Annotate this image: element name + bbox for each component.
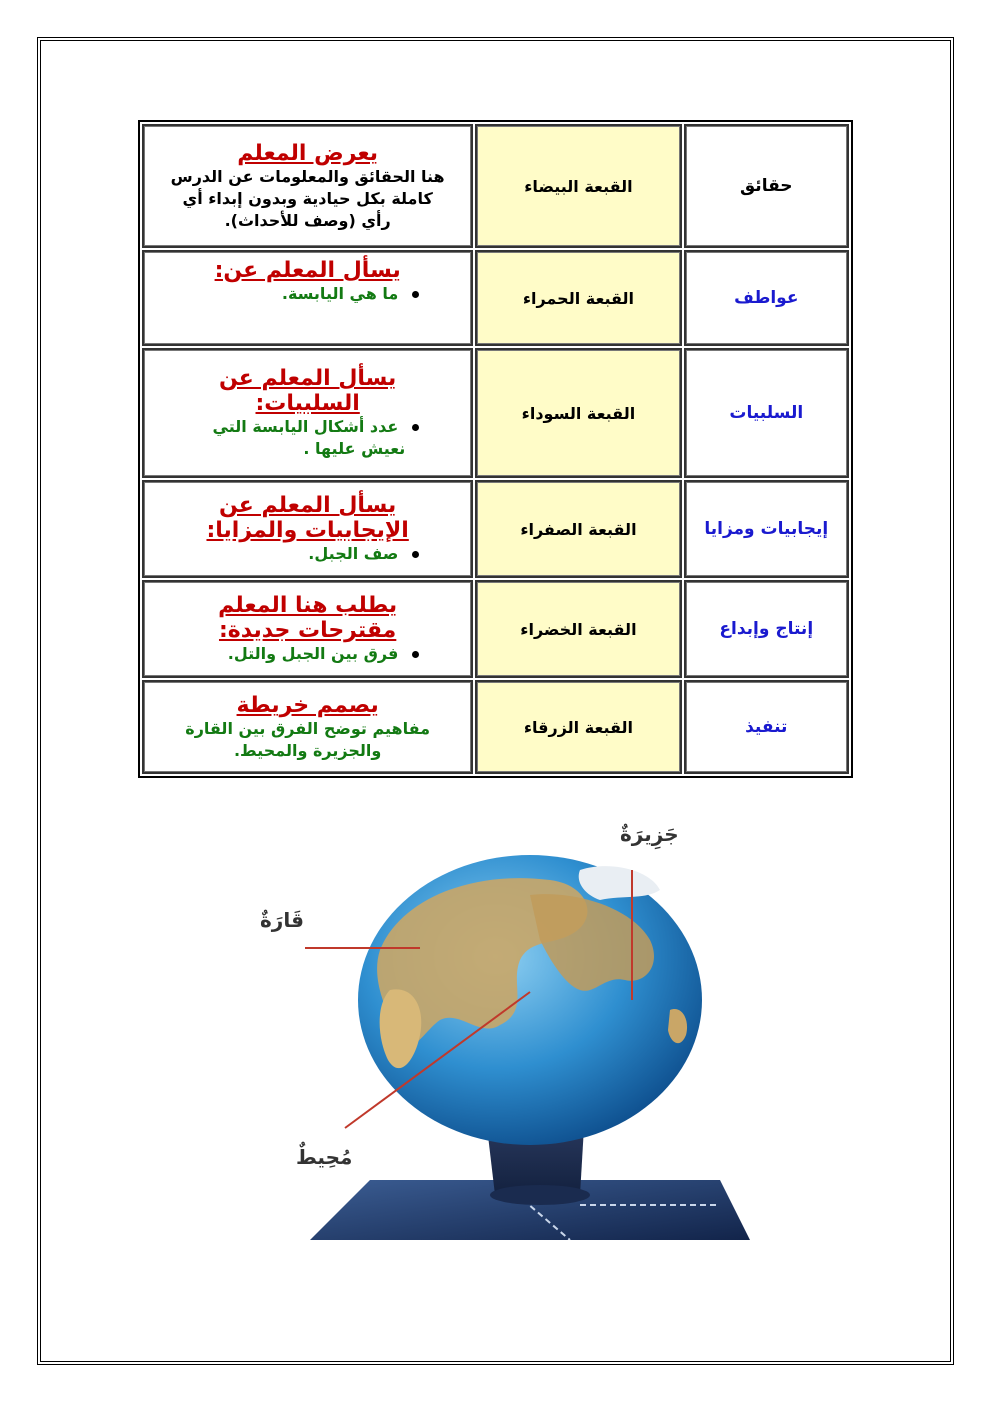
row-description bbox=[142, 250, 473, 346]
table-row bbox=[142, 480, 849, 578]
teacher-action-heading: يصمم خريطة bbox=[236, 692, 379, 718]
table-row bbox=[142, 680, 849, 774]
continent-label: قَارَةٌ bbox=[260, 908, 304, 932]
teacher-action-heading: يطلب هنا المعلم bbox=[218, 593, 398, 618]
description-line: مفاهيم توضح الفرق بين القارة bbox=[185, 718, 431, 738]
description-line: رأي (وصف للأحداث). bbox=[224, 210, 391, 230]
teacher-action-heading: الإيجابيات والمزايا: bbox=[206, 518, 409, 543]
row-name: إنتاج وإبداع bbox=[684, 580, 849, 678]
row-name: إيجابيات ومزايا bbox=[684, 480, 849, 578]
globe-illustration bbox=[250, 810, 750, 1240]
hat-name: القبعة الحمراء bbox=[475, 250, 681, 346]
bullet-continuation: نعيش عليها . bbox=[303, 439, 406, 458]
bullet-item: ما هي اليابسة. bbox=[150, 283, 465, 305]
hat-name: القبعة البيضاء bbox=[475, 124, 681, 248]
teacher-action-heading: مقترحات جديدة: bbox=[218, 618, 397, 643]
island-label: جَزِيرَةٌ bbox=[620, 822, 679, 846]
row-name: حقائق bbox=[684, 124, 849, 248]
hat-name: القبعة السوداء bbox=[475, 348, 681, 478]
globe-image bbox=[250, 810, 750, 1240]
row-description bbox=[142, 480, 473, 578]
bullet-item: صف الجبل. bbox=[150, 543, 465, 565]
row-name: عواطف bbox=[684, 250, 849, 346]
table-row bbox=[142, 250, 849, 346]
bullet-icon bbox=[412, 424, 419, 431]
table-row bbox=[142, 348, 849, 478]
row-description bbox=[142, 580, 473, 678]
teacher-action-heading: يسأل المعلم عن bbox=[218, 366, 397, 391]
hat-name: القبعة الخضراء bbox=[475, 580, 681, 678]
bullet-item: فرق بين الجبل والتل. bbox=[150, 643, 465, 665]
row-description bbox=[142, 680, 473, 774]
row-name: تنفيذ bbox=[684, 680, 849, 774]
table-row bbox=[142, 124, 849, 248]
row-name: السلبيات bbox=[684, 348, 849, 478]
six-hats-table bbox=[138, 120, 853, 778]
description-line: والجزيرة والمحيط. bbox=[233, 740, 382, 760]
row-description bbox=[142, 348, 473, 478]
ocean-label: مُحِيطٌ bbox=[296, 1145, 353, 1169]
teacher-action-heading: يسأل المعلم عن bbox=[218, 493, 397, 518]
bullet-icon bbox=[412, 651, 419, 658]
bullet-icon bbox=[412, 291, 419, 298]
bullet-icon bbox=[412, 551, 419, 558]
teacher-action-heading: يعرض المعلم bbox=[237, 140, 379, 166]
description-line: هنا الحقائق والمعلومات عن الدرس bbox=[170, 166, 445, 186]
hat-name: القبعة الزرقاء bbox=[475, 680, 681, 774]
row-description bbox=[142, 124, 473, 248]
bullet-item: عدد أشكال اليابسة التي bbox=[150, 416, 465, 438]
description-line: كاملة بكل حيادية وبدون إبداء أي bbox=[182, 188, 433, 208]
teacher-action-heading: السلبيات: bbox=[255, 391, 360, 416]
hat-name: القبعة الصفراء bbox=[475, 480, 681, 578]
table-row bbox=[142, 580, 849, 678]
teacher-action-heading: يسأل المعلم عن: bbox=[214, 258, 401, 283]
